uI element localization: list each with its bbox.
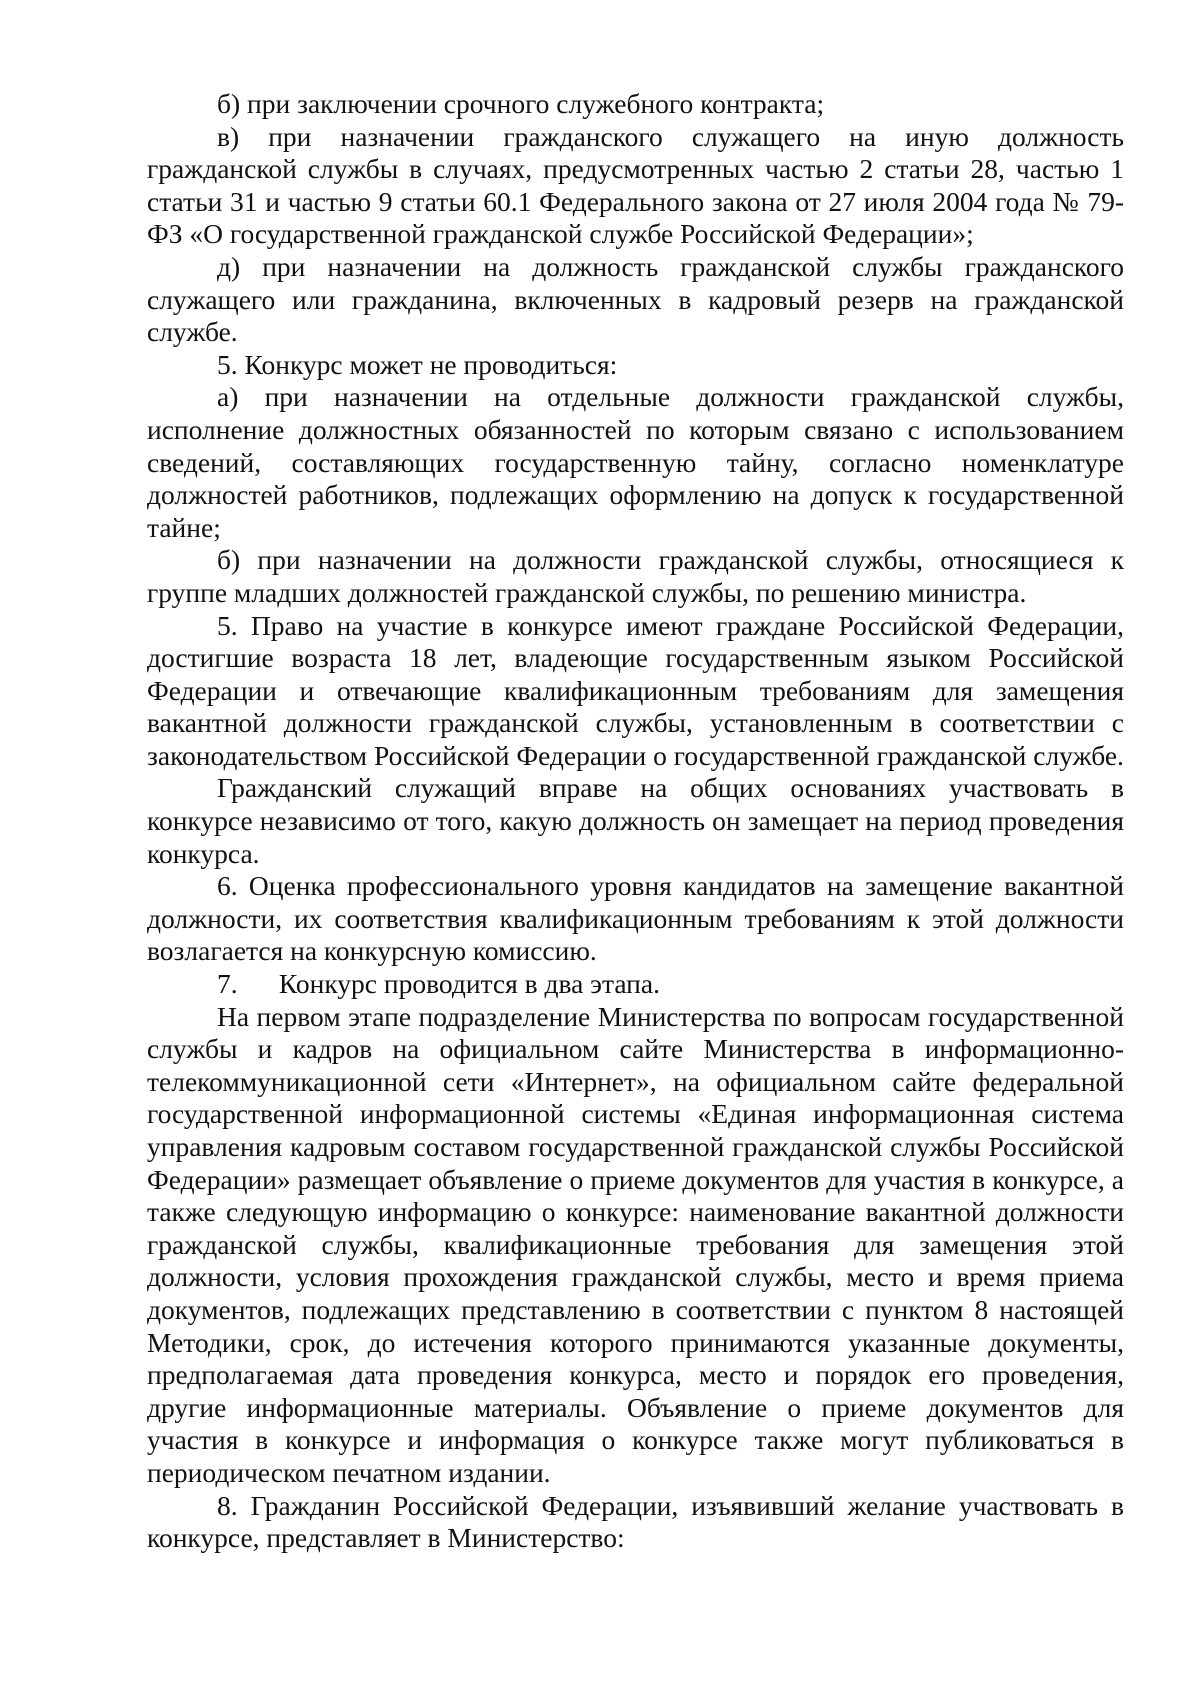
- document-body: [147, 88, 1124, 1555]
- paragraph-section-8-documents: 8. Гражданин Российской Федерации, изъявивший желание участвовать в конкурсе, представляет в Министерство:: [147, 1489, 1124, 1554]
- paragraph-section-6-assessment: 6. Оценка профессионального уровня кандидатов на замещение вакантной должности, их соответствия квалификационным требованиям к этой должности возлагается на конкурсную комиссию.: [147, 870, 1124, 967]
- paragraph-section-5-eligibility: 5. Право на участие в конкурсе имеют граждане Российской Федерации, достигшие возраста 18 лет, владеющие государственным языком Российской Федерации и отвечающие квалификационным требованиям для замещения вакантной должности гражданской службы, установленным в соответствии с законодательством Российской Федерации о государственной гражданской службе.: [147, 609, 1124, 771]
- paragraph-secret-clause-a: а) при назначении на отдельные должности гражданской службы, исполнение должностных обязанностей по которым связано с использованием сведений, составляющих государственную тайну, согласно номенклатуре должностей работников, подлежащих оформлению на допуск к государственной тайне;: [147, 381, 1124, 543]
- paragraph-contract-clause-b: б) при заключении срочного служебного контракта;: [217, 88, 825, 119]
- paragraph-transfer-clause-v: в) при назначении гражданского служащего на иную должность гражданской службы в случаях, предусмотренных частью 2 статьи 28, частью 1 статьи 31 и частью 9 статьи 60.1 Федерального закона от 27 июля 2004 года № 79-ФЗ «О государственной гражданской службе Российской Федерации»;: [147, 120, 1124, 250]
- paragraph-civil-servant-right: Гражданский служащий вправе на общих основаниях участвовать в конкурсе независимо от того, какую должность он замещает на период проведения конкурса.: [147, 772, 1124, 869]
- paragraph-reserve-clause-d: д) при назначении на должность гражданской службы гражданского служащего или гражданина, включенных в кадровый резерв на гражданской службе.: [147, 250, 1124, 348]
- paragraph-junior-clause-b: б) при назначении на должности гражданской службы, относящиеся к группе младших должностей гражданской службы, по решению министра.: [147, 544, 1124, 608]
- paragraph-first-stage: На первом этапе подразделение Министерства по вопросам государственной службы и кадров на официальном сайте Министерства в информационно-телекоммуникационной сети «Интернет», на официальном сайте федеральной государственной информационной системы «Единая информационная система управления кадровым составом государственной гражданской службы Российской Федерации» размещает объявление о приеме документов для участия в конкурсе, а также следующую информацию о конкурсе: наименование вакантной должности гражданской службы, квалификационные требования для замещения этой должности, условия прохождения гражданской службы, место и время приема документов, подлежащих представлению в соответствии с пунктом 8 настоящей Методики, срок, до истечения которого принимаются указанные документы, предполагаемая дата проведения конкурса, место и порядок его проведения, другие информационные материалы. Объявление о приеме документов для участия в конкурсе и информация о конкурсе также могут публиковаться в периодическом печатном издании.: [147, 1000, 1124, 1488]
- paragraph-section-5-heading: 5. Конкурс может не проводиться:: [217, 348, 618, 380]
- paragraph-section-7-stages: 7. Конкурс проводится в два этапа.: [217, 968, 660, 1000]
